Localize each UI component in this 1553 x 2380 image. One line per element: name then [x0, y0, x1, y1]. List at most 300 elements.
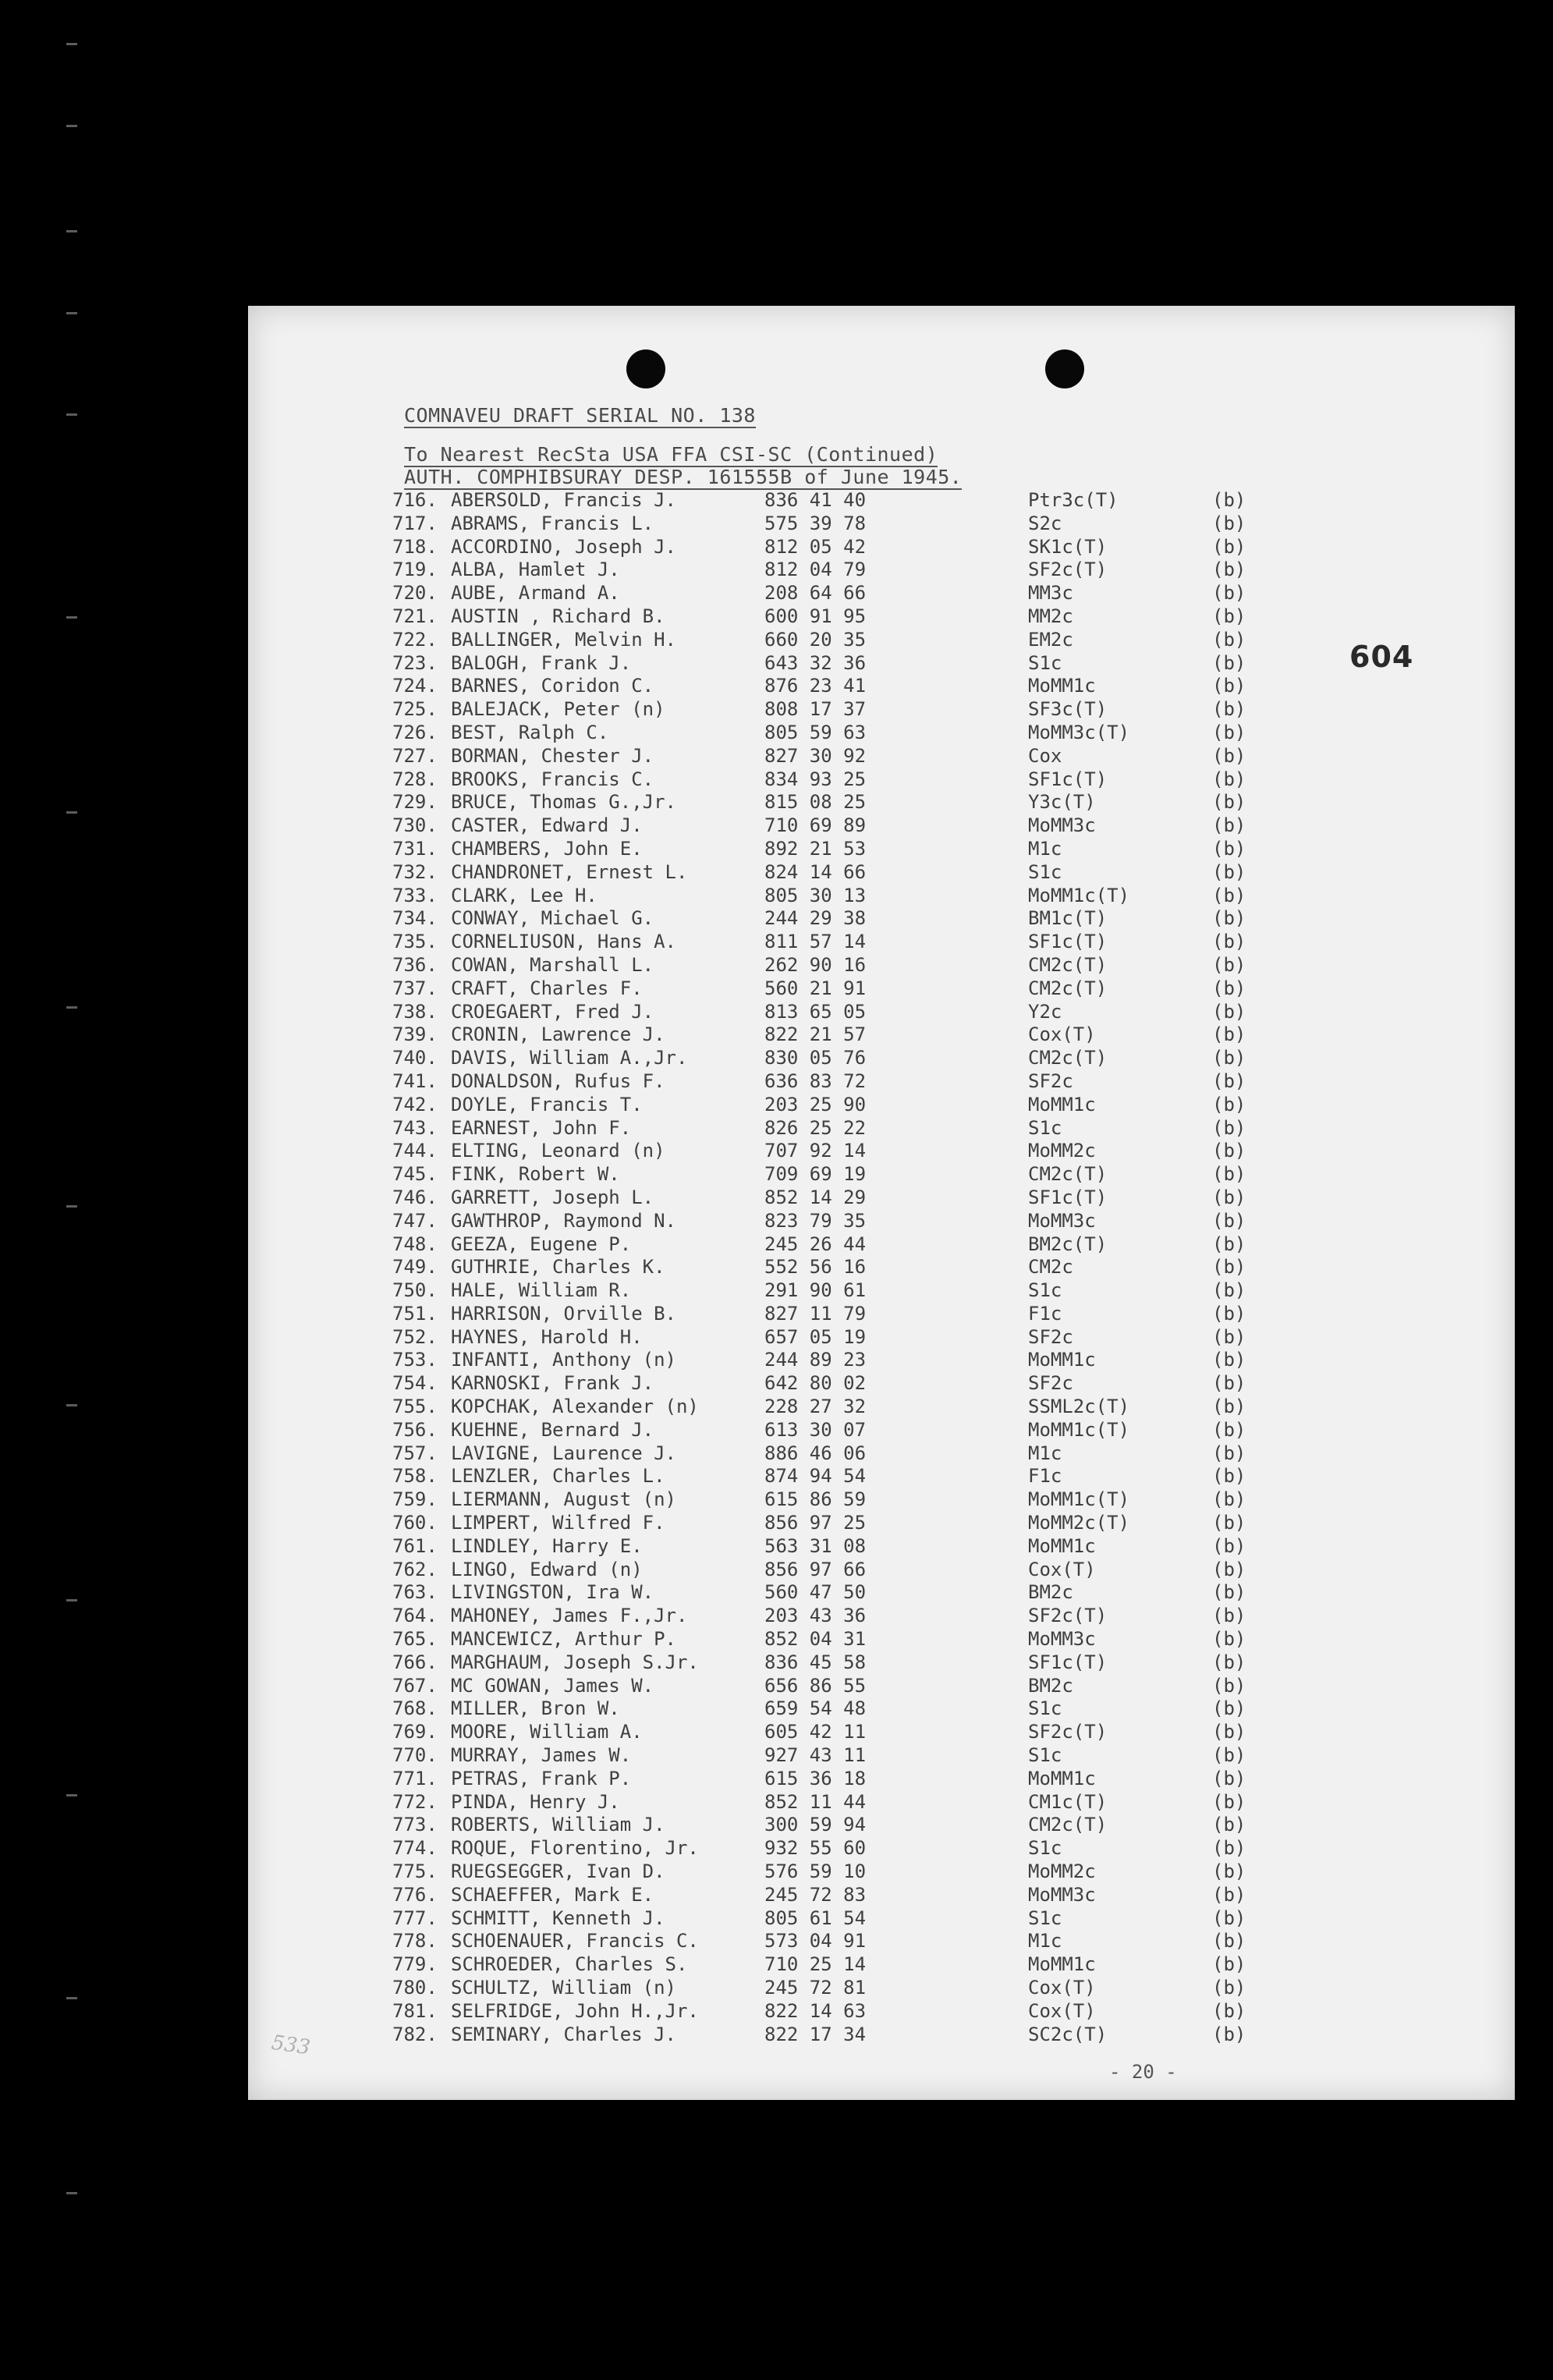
table-row: [248, 1372, 1515, 1396]
table-row: [248, 1605, 1515, 1628]
row-number: 717.: [392, 512, 438, 534]
rating: EM2c: [1028, 628, 1073, 651]
status-code: (b): [1212, 1325, 1246, 1348]
person-name: ROQUE, Florentino, Jr.: [451, 1837, 699, 1860]
row-number: 731.: [392, 837, 438, 860]
roster-table: [248, 489, 1515, 2046]
status-code: (b): [1212, 512, 1246, 534]
row-number: 741.: [392, 1069, 438, 1092]
status-code: (b): [1212, 1093, 1246, 1116]
draft-serial-heading: COMNAVEU DRAFT SERIAL NO. 138: [404, 404, 756, 427]
status-code: (b): [1212, 1396, 1246, 1418]
service-number: 827 11 79: [764, 1302, 867, 1325]
film-edge-mark: [66, 811, 77, 814]
person-name: LENZLER, Charles L.: [451, 1465, 665, 1488]
table-row: [248, 1651, 1515, 1675]
row-number: 727.: [392, 744, 438, 767]
service-number: 642 80 02: [764, 1372, 867, 1395]
service-number: 876 23 41: [764, 675, 867, 697]
service-number: 927 43 11: [764, 1744, 867, 1767]
page-number: - 20 -: [1109, 2061, 1177, 2083]
row-number: 774.: [392, 1837, 438, 1860]
service-number: 208 64 66: [764, 582, 867, 605]
service-number: 576 59 10: [764, 1860, 867, 1883]
table-row: [248, 652, 1515, 676]
table-row: [248, 698, 1515, 722]
person-name: GUTHRIE, Charles K.: [451, 1256, 665, 1279]
table-row: [248, 1279, 1515, 1303]
status-code: (b): [1212, 768, 1246, 790]
person-name: CONWAY, Michael G.: [451, 907, 654, 930]
rating: F1c: [1028, 1465, 1062, 1488]
service-number: 811 57 14: [764, 931, 867, 953]
service-number: 874 94 54: [764, 1465, 867, 1488]
status-code: (b): [1212, 1418, 1246, 1441]
rating: SF1c(T): [1028, 768, 1108, 790]
rating: MM3c: [1028, 582, 1073, 605]
rating: M1c: [1028, 837, 1062, 860]
person-name: MURRAY, James W.: [451, 1744, 632, 1767]
table-row: [248, 977, 1515, 1001]
status-code: (b): [1212, 1628, 1246, 1651]
row-number: 743.: [392, 1116, 438, 1139]
person-name: CHANDRONET, Ernest L.: [451, 860, 688, 883]
rating: SSML2c(T): [1028, 1396, 1130, 1418]
status-code: (b): [1212, 582, 1246, 605]
film-edge-mark: [66, 1006, 77, 1009]
row-number: 747.: [392, 1209, 438, 1232]
row-number: 738.: [392, 1000, 438, 1023]
rating: S1c: [1028, 1906, 1062, 1929]
rating: SF2c: [1028, 1325, 1073, 1348]
row-number: 729.: [392, 791, 438, 814]
pencil-annotation: 533: [270, 2031, 312, 2060]
status-code: (b): [1212, 721, 1246, 743]
person-name: BALEJACK, Peter (n): [451, 698, 665, 721]
person-name: HAYNES, Harold H.: [451, 1325, 643, 1348]
status-code: (b): [1212, 1790, 1246, 1813]
person-name: INFANTI, Anthony (n): [451, 1349, 676, 1371]
rating: SF1c(T): [1028, 1186, 1108, 1208]
status-code: (b): [1212, 1023, 1246, 1046]
rating: Cox(T): [1028, 1023, 1096, 1046]
status-code: (b): [1212, 1372, 1246, 1395]
service-number: 563 31 08: [764, 1534, 867, 1557]
table-row: [248, 838, 1515, 861]
person-name: SCHULTZ, William (n): [451, 1977, 676, 1999]
service-number: 615 36 18: [764, 1767, 867, 1789]
rating: MoMM3c: [1028, 1209, 1096, 1232]
status-code: (b): [1212, 1512, 1246, 1534]
person-name: MANCEWICZ, Arthur P.: [451, 1628, 676, 1651]
film-edge-mark: [66, 1205, 77, 1208]
film-edge-mark: [66, 413, 77, 416]
row-number: 772.: [392, 1790, 438, 1813]
film-edge-mark: [66, 230, 77, 232]
person-name: KOPCHAK, Alexander (n): [451, 1396, 699, 1418]
service-number: 822 14 63: [764, 1999, 867, 2022]
status-code: (b): [1212, 1930, 1246, 1953]
row-number: 756.: [392, 1418, 438, 1441]
person-name: DOYLE, Francis T.: [451, 1093, 643, 1116]
service-number: 710 69 89: [764, 814, 867, 837]
table-row: [248, 1581, 1515, 1605]
person-name: ROBERTS, William J.: [451, 1814, 665, 1836]
row-number: 779.: [392, 1953, 438, 1976]
rating: CM2c(T): [1028, 953, 1108, 976]
rating: SF2c(T): [1028, 1605, 1108, 1627]
row-number: 764.: [392, 1605, 438, 1627]
person-name: MC GOWAN, James W.: [451, 1674, 654, 1697]
person-name: GEEZA, Eugene P.: [451, 1233, 632, 1255]
rating: Cox(T): [1028, 1558, 1096, 1580]
service-number: 856 97 66: [764, 1558, 867, 1580]
person-name: LAVIGNE, Laurence J.: [451, 1442, 676, 1464]
table-row: [248, 1442, 1515, 1466]
status-code: (b): [1212, 1047, 1246, 1069]
person-name: BARNES, Coridon C.: [451, 675, 654, 697]
table-row: [248, 1860, 1515, 1884]
row-number: 760.: [392, 1512, 438, 1534]
table-row: [248, 1791, 1515, 1814]
row-number: 737.: [392, 977, 438, 999]
rating: S1c: [1028, 1279, 1062, 1302]
row-number: 748.: [392, 1233, 438, 1255]
row-number: 734.: [392, 907, 438, 930]
status-code: (b): [1212, 931, 1246, 953]
service-number: 856 97 25: [764, 1512, 867, 1534]
table-row: [248, 791, 1515, 814]
status-code: (b): [1212, 1116, 1246, 1139]
status-code: (b): [1212, 1605, 1246, 1627]
person-name: GARRETT, Joseph L.: [451, 1186, 654, 1208]
service-number: 636 83 72: [764, 1069, 867, 1092]
table-row: [248, 768, 1515, 792]
service-number: 813 65 05: [764, 1000, 867, 1023]
rating: MM2c: [1028, 605, 1073, 627]
row-number: 765.: [392, 1628, 438, 1651]
rating: BM1c(T): [1028, 907, 1108, 930]
service-number: 836 41 40: [764, 489, 867, 511]
person-name: EARNEST, John F.: [451, 1116, 632, 1139]
service-number: 822 21 57: [764, 1023, 867, 1046]
table-row: [248, 1419, 1515, 1442]
person-name: MAHONEY, James F.,Jr.: [451, 1605, 688, 1627]
person-name: CHAMBERS, John E.: [451, 837, 643, 860]
service-number: 575 39 78: [764, 512, 867, 534]
status-code: (b): [1212, 907, 1246, 930]
row-number: 720.: [392, 582, 438, 605]
service-number: 657 05 19: [764, 1325, 867, 1348]
row-number: 768.: [392, 1697, 438, 1720]
rating: M1c: [1028, 1442, 1062, 1464]
table-row: [248, 1512, 1515, 1535]
service-number: 605 42 11: [764, 1721, 867, 1743]
service-number: 228 27 32: [764, 1396, 867, 1418]
table-row: [248, 1163, 1515, 1186]
table-row: [248, 1884, 1515, 1907]
table-row: [248, 1396, 1515, 1419]
rating: BM2c(T): [1028, 1233, 1108, 1255]
service-number: 852 04 31: [764, 1628, 867, 1651]
table-row: [248, 605, 1515, 629]
service-number: 834 93 25: [764, 768, 867, 790]
service-number: 805 61 54: [764, 1906, 867, 1929]
rating: MoMM1c: [1028, 1767, 1096, 1789]
film-edge-mark: [66, 1599, 77, 1601]
table-row: [248, 931, 1515, 954]
table-row: [248, 1768, 1515, 1791]
status-code: (b): [1212, 1999, 1246, 2022]
status-code: (b): [1212, 1209, 1246, 1232]
row-number: 730.: [392, 814, 438, 837]
service-number: 660 20 35: [764, 628, 867, 651]
person-name: PINDA, Henry J.: [451, 1790, 620, 1813]
table-row: [248, 1744, 1515, 1768]
film-edge-mark: [66, 312, 77, 314]
person-name: GAWTHROP, Raymond N.: [451, 1209, 676, 1232]
status-code: (b): [1212, 884, 1246, 906]
service-number: 615 86 59: [764, 1488, 867, 1511]
rating: SK1c(T): [1028, 535, 1108, 558]
service-number: 892 21 53: [764, 837, 867, 860]
person-name: CORNELIUSON, Hans A.: [451, 931, 676, 953]
status-code: (b): [1212, 1906, 1246, 1929]
service-number: 560 47 50: [764, 1581, 867, 1604]
rating: MoMM3c: [1028, 1883, 1096, 1906]
rating: MoMM3c: [1028, 814, 1096, 837]
rating: CM2c(T): [1028, 1163, 1108, 1186]
row-number: 728.: [392, 768, 438, 790]
status-code: (b): [1212, 559, 1246, 581]
table-row: [248, 1094, 1515, 1117]
status-code: (b): [1212, 1883, 1246, 1906]
status-code: (b): [1212, 1465, 1246, 1488]
rating: S1c: [1028, 651, 1062, 674]
status-code: (b): [1212, 1534, 1246, 1557]
person-name: HALE, William R.: [451, 1279, 632, 1302]
rating: MoMM1c(T): [1028, 1418, 1130, 1441]
film-edge-mark: [66, 1404, 77, 1406]
row-number: 751.: [392, 1302, 438, 1325]
row-number: 752.: [392, 1325, 438, 1348]
table-row: [248, 907, 1515, 931]
row-number: 759.: [392, 1488, 438, 1511]
status-code: (b): [1212, 1651, 1246, 1673]
person-name: CRONIN, Lawrence J.: [451, 1023, 665, 1046]
status-code: (b): [1212, 1256, 1246, 1279]
row-number: 781.: [392, 1999, 438, 2022]
status-code: (b): [1212, 1744, 1246, 1767]
service-number: 300 59 94: [764, 1814, 867, 1836]
rating: S1c: [1028, 1116, 1062, 1139]
service-number: 245 26 44: [764, 1233, 867, 1255]
rating: CM2c: [1028, 1256, 1073, 1279]
status-code: (b): [1212, 698, 1246, 721]
person-name: SCHAEFFER, Mark E.: [451, 1883, 654, 1906]
status-code: (b): [1212, 675, 1246, 697]
person-name: LIERMANN, August (n): [451, 1488, 676, 1511]
rating: MoMM2c: [1028, 1140, 1096, 1162]
row-number: 771.: [392, 1767, 438, 1789]
row-number: 753.: [392, 1349, 438, 1371]
service-number: 656 86 55: [764, 1674, 867, 1697]
row-number: 769.: [392, 1721, 438, 1743]
film-edge-mark: [66, 43, 77, 45]
row-number: 740.: [392, 1047, 438, 1069]
table-row: [248, 1721, 1515, 1744]
table-row: [248, 1535, 1515, 1559]
service-number: 710 25 14: [764, 1953, 867, 1976]
status-code: (b): [1212, 1721, 1246, 1743]
table-row: [248, 1023, 1515, 1047]
service-number: 827 30 92: [764, 744, 867, 767]
row-number: 723.: [392, 651, 438, 674]
rating: SF1c(T): [1028, 931, 1108, 953]
status-code: (b): [1212, 1837, 1246, 1860]
table-row: [248, 2024, 1515, 2047]
table-row: [248, 582, 1515, 605]
row-number: 775.: [392, 1860, 438, 1883]
status-code: (b): [1212, 744, 1246, 767]
rating: MoMM3c(T): [1028, 721, 1130, 743]
rating: BM2c: [1028, 1674, 1073, 1697]
row-number: 782.: [392, 2023, 438, 2045]
person-name: SCHROEDER, Charles S.: [451, 1953, 688, 1976]
service-number: 291 90 61: [764, 1279, 867, 1302]
row-number: 726.: [392, 721, 438, 743]
row-number: 744.: [392, 1140, 438, 1162]
rating: S1c: [1028, 1744, 1062, 1767]
person-name: BORMAN, Chester J.: [451, 744, 654, 767]
row-number: 739.: [392, 1023, 438, 1046]
person-name: FINK, Robert W.: [451, 1163, 620, 1186]
rating: MoMM1c(T): [1028, 1488, 1130, 1511]
status-code: (b): [1212, 535, 1246, 558]
status-code: (b): [1212, 489, 1246, 511]
table-row: [248, 675, 1515, 698]
table-row: [248, 629, 1515, 652]
rating: S1c: [1028, 860, 1062, 883]
service-number: 852 11 44: [764, 1790, 867, 1813]
service-number: 643 32 36: [764, 651, 867, 674]
table-row: [248, 1047, 1515, 1070]
rating: MoMM1c: [1028, 675, 1096, 697]
rating: CM2c(T): [1028, 1814, 1108, 1836]
status-code: (b): [1212, 1349, 1246, 1371]
rating: SF2c(T): [1028, 559, 1108, 581]
row-number: 778.: [392, 1930, 438, 1953]
person-name: ACCORDINO, Joseph J.: [451, 535, 676, 558]
table-row: [248, 1628, 1515, 1651]
service-number: 262 90 16: [764, 953, 867, 976]
destination-line: To Nearest RecSta USA FFA CSI-SC (Continued): [404, 443, 938, 466]
table-row: [248, 1559, 1515, 1582]
table-row: [248, 1953, 1515, 1977]
person-name: MARGHAUM, Joseph S.Jr.: [451, 1651, 699, 1673]
page-stamp-number: 604: [1349, 640, 1414, 674]
rating: SF3c(T): [1028, 698, 1108, 721]
rating: CM2c(T): [1028, 977, 1108, 999]
row-number: 742.: [392, 1093, 438, 1116]
service-number: 600 91 95: [764, 605, 867, 627]
table-row: [248, 1930, 1515, 1953]
rating: MoMM2c(T): [1028, 1512, 1130, 1534]
status-code: (b): [1212, 1674, 1246, 1697]
table-row: [248, 1210, 1515, 1233]
table-row: [248, 1488, 1515, 1512]
person-name: CRAFT, Charles F.: [451, 977, 643, 999]
service-number: 830 05 76: [764, 1047, 867, 1069]
row-number: 767.: [392, 1674, 438, 1697]
row-number: 777.: [392, 1906, 438, 1929]
person-name: LINGO, Edward (n): [451, 1558, 643, 1580]
status-code: (b): [1212, 1000, 1246, 1023]
status-code: (b): [1212, 1163, 1246, 1186]
status-code: (b): [1212, 628, 1246, 651]
status-code: (b): [1212, 1233, 1246, 1255]
rating: SF2c: [1028, 1372, 1073, 1395]
rating: F1c: [1028, 1302, 1062, 1325]
rating: SF1c(T): [1028, 1651, 1108, 1673]
person-name: SCHMITT, Kenneth J.: [451, 1906, 665, 1929]
person-name: BROOKS, Francis C.: [451, 768, 654, 790]
person-name: CASTER, Edward J.: [451, 814, 643, 837]
row-number: 773.: [392, 1814, 438, 1836]
person-name: LINDLEY, Harry E.: [451, 1534, 643, 1557]
status-code: (b): [1212, 651, 1246, 674]
table-row: [248, 1001, 1515, 1024]
punch-hole: [1045, 349, 1084, 388]
table-row: [248, 489, 1515, 513]
person-name: ELTING, Leonard (n): [451, 1140, 665, 1162]
status-code: (b): [1212, 1558, 1246, 1580]
status-code: (b): [1212, 1069, 1246, 1092]
status-code: (b): [1212, 860, 1246, 883]
service-number: 709 69 19: [764, 1163, 867, 1186]
row-number: 745.: [392, 1163, 438, 1186]
person-name: KUEHNE, Bernard J.: [451, 1418, 654, 1441]
service-number: 824 14 66: [764, 860, 867, 883]
service-number: 812 05 42: [764, 535, 867, 558]
table-row: [248, 885, 1515, 908]
person-name: SEMINARY, Charles J.: [451, 2023, 676, 2045]
person-name: AUSTIN , Richard B.: [451, 605, 665, 627]
service-number: 245 72 83: [764, 1883, 867, 1906]
table-row: [248, 954, 1515, 977]
rating: SC2c(T): [1028, 2023, 1108, 2045]
status-code: (b): [1212, 1581, 1246, 1604]
rating: M1c: [1028, 1930, 1062, 1953]
row-number: 762.: [392, 1558, 438, 1580]
person-name: CROEGAERT, Fred J.: [451, 1000, 654, 1023]
table-row: [248, 1977, 1515, 2000]
rating: MoMM1c: [1028, 1093, 1096, 1116]
rating: MoMM1c: [1028, 1953, 1096, 1976]
service-number: 836 45 58: [764, 1651, 867, 1673]
service-number: 808 17 37: [764, 698, 867, 721]
row-number: 780.: [392, 1977, 438, 1999]
row-number: 735.: [392, 931, 438, 953]
person-name: ABERSOLD, Francis J.: [451, 489, 676, 511]
authority-line: AUTH. COMPHIBSURAY DESP. 161555B of June 1945.: [404, 466, 963, 488]
row-number: 770.: [392, 1744, 438, 1767]
table-row: [248, 1117, 1515, 1140]
table-row: [248, 1675, 1515, 1698]
rating: SF2c: [1028, 1069, 1073, 1092]
status-code: (b): [1212, 977, 1246, 999]
person-name: BEST, Ralph C.: [451, 721, 609, 743]
